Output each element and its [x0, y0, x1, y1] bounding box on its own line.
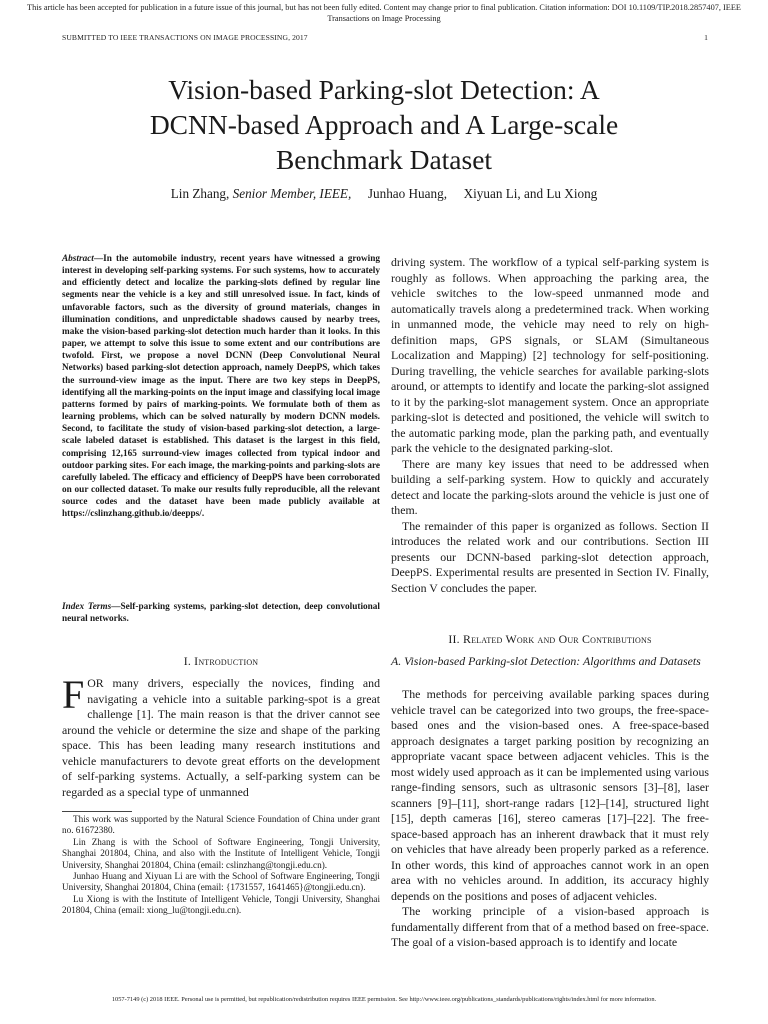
paragraph-key-issues: There are many key issues that need to be addressed when building a self-parking system. How to quickly and accurately detect and locate the parking-slots around the vehicle is just one of them.	[391, 456, 709, 517]
paper-title	[60, 72, 708, 177]
author-list	[60, 186, 708, 202]
drop-cap: F	[62, 672, 85, 717]
introduction-paragraph	[62, 672, 380, 800]
paragraph-organization: The remainder of this paper is organized as follows. Section II introduces the related work and our contributions. Section III presents our DCNN-based parking-slot detection approach, DeepPS. Experimental results are presented in Section IV. Finally, Section V concludes the paper.	[391, 518, 709, 595]
intro-text: many drivers, especially the novices, finding and navigating a vehicle into a suitable parking-spot is a great challenge [1]. The main reason is that the driver cannot see around the vehicle or determine the size and shape of the parking space. This has been leading many research institutions and vehicle manufacturers to devote great efforts on the development of self-parking systems. Actually, a self-parking system can be regarded as a special type of unmanned	[62, 676, 380, 799]
footnote-funding: This work was supported by the Natural Science Foundation of China under grant no. 61672380.	[62, 814, 380, 836]
author-1-name: Lin Zhang,	[170, 186, 230, 201]
abstract	[62, 253, 380, 520]
footnote-rule	[62, 811, 132, 812]
author-1-role: Senior Member, IEEE,	[232, 186, 352, 201]
index-terms-label: Index Terms	[62, 602, 112, 612]
copyright-footer: 1057-7149 (c) 2018 IEEE. Personal use is permitted, but republication/redistribution requires IEEE permission. See http://www.ieee.org/publications_standards/publications/rights/index.html for more information.	[111, 996, 657, 1003]
paragraph-workflow: driving system. The workflow of a typical self-parking system is roughly as follows. When approaching the parking area, the vehicle switches to the low-speed unmanned mode and automatically travels along a predetermined track. When working in unmanned mode, the vehicle may need to rely on high-definition maps, GPS signals, or SLAM (Simultaneous Localization and Mapping) [2] technology for self-positioning. During travelling, the vehicle searches for available parking-slots around, or attempts to identify and locate the parking-slot assigned to it by the parking-slot management system. Once an appropriate parking-slot is detected and positioned, the vehicle will switch to the automatic parking mode, plan the parking path, and eventually park the vehicle to the designated parking-slot.	[391, 255, 709, 455]
section-2-heading: II. Related Work and Our Contributions	[448, 632, 652, 646]
title-line-3: Benchmark Dataset	[275, 144, 493, 175]
running-head-text: SUBMITTED TO IEEE TRANSACTIONS ON IMAGE PROCESSING, 2017	[62, 33, 308, 42]
right-column-related-work	[391, 687, 709, 951]
footnotes	[62, 814, 380, 917]
paragraph-methods: The methods for perceiving available parking spaces during vehicle travel can be categorized into two groups, the free-space-based ones and the vision-based ones. A free-space-based approach designates a target parking position by recognizing an appropriate vacant space between adjacent vehicles. This is the most widely used approach as it can be implemented using various range-finding sensors, such as ultrasonic sensors [3]–[8], laser scanners [9]–[11], short-range radars [12]–[14], structured light [15], depth cameras [16], stereo cameras [17]–[22]. The free-space-based approach has an inherent drawback that it must rely on vehicles that have already been properly parked as a reference. In other words, this kind of approaches cannot work in an open area with no vehicles around. In addition, its accuracy highly depends on the positions and poses of adjacent vehicles.	[391, 687, 709, 903]
abstract-label: Abstract	[62, 254, 94, 264]
footnote-authors-2-3: Junhao Huang and Xiyuan Li are with the School of Software Engineering, Tongji University, Shanghai 201804, China (email: {1731557, 1641465}@tongji.edu.cn).	[62, 871, 380, 893]
page-number: 1	[704, 33, 708, 42]
running-head	[62, 33, 708, 42]
section-1-heading: I. Introduction	[183, 654, 259, 668]
paragraph-vision-based: The working principle of a vision-based approach is fundamentally different from that of a method based on free-space. The goal of a vision-based approach is to identify and locate	[391, 904, 709, 949]
title-line-2: DCNN-based Approach and A Large-scale	[149, 109, 619, 140]
title-line-1: Vision-based Parking-slot Detection: A	[168, 74, 600, 105]
subsection-a-heading: A. Vision-based Parking-slot Detection: Algorithms and Datasets	[391, 654, 701, 668]
intro-smallcaps: OR	[87, 676, 104, 690]
footnote-author-4: Lu Xiong is with the Institute of Intelligent Vehicle, Tongji University, Shanghai 201804, China (email: xiong_lu@tongji.edu.cn).	[62, 893, 380, 916]
author-2-name: Junhao Huang,	[367, 186, 447, 201]
abstract-text: —In the automobile industry, recent years have witnessed a growing interest in developing self-parking systems. For such systems, how to accurately and efficiently detect and localize the parking-slots defined by regular line segments near the vehicle is a key and still unresolved issue. In fact, kinds of unfavorable factors, such as the diversity of ground materials, changes in illumination conditions, and unpredictable shadows caused by nearby trees, make the vision-based parking-slot detection much harder than it looks. In this paper, we attempt to solve this issue to some extent and our contributions are twofold. First, we propose a novel DCNN (Deep Convolutional Neural Networks) based parking-slot detection approach, namely DeepPS, which takes the surround-view image as the input. There are two key steps in DeepPS, identifying all the marking-points on the input image and classifying local image patterns formed by pairs of marking-points. We formulate both of them as learning problems, which can be solved naturally by modern DCNN models. Second, to facilitate the study of vision-based parking-slot detection, a large-scale labeled dataset is established. This dataset is the largest in this field, comprising 12,165 surround-view images collected from typical indoor and outdoor parking sites. For each image, the marking-points and parking-slots are carefully labeled. The efficacy and efficiency of DeepPS have been corroborated on our collected dataset. To make our results fully reproducible, all the relevant source codes and the dataset have been made publicly available at https://cslinzhang.github.io/deepps/.	[62, 254, 380, 520]
index-terms-text: —Self-parking systems, parking-slot detection, deep convolutional neural networks.	[62, 602, 381, 625]
publication-notice: This article has been accepted for publication in a future issue of this journal, but has not been fully edited. Content may change prior to final publication. Citation information: DOI 10.1109/TIP.2018.2857407, IEEE Transactions on Image Processing	[27, 3, 741, 23]
right-column-intro	[391, 255, 709, 596]
footnote-author-1: Lin Zhang is with the School of Software Engineering, Tongji University, Shanghai 201804, China, and also with the Institute of Intelligent Vehicle, Tongji University, Shanghai 201804, China (email: cslinzhang@tongji.edu.cn).	[62, 836, 380, 870]
index-terms	[62, 601, 380, 625]
author-3-4-names: Xiyuan Li, and Lu Xiong	[463, 186, 598, 201]
